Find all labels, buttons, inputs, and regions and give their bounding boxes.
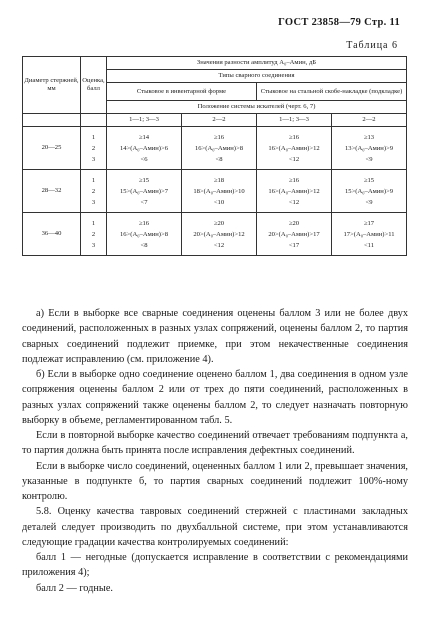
col-header-mark: Оценка, балл xyxy=(81,57,107,114)
value-line: <11 xyxy=(363,241,375,249)
mark-cell xyxy=(81,170,107,213)
value-line: <6 xyxy=(140,155,148,163)
value-line: 18>(A₀–Aмин)>10 xyxy=(193,187,245,195)
value-line: 16>(A₀–Aмин)>12 xyxy=(268,187,320,195)
table-row xyxy=(23,127,407,170)
value-line: 16>(A₀–Aмин)>8 xyxy=(119,230,169,238)
paragraph: Если в повторной выборке качество соединений отвечает требованиям подпункта а, то партия должна быть принята после исправления дефектных соединений. xyxy=(22,430,408,457)
value-line: <9 xyxy=(365,155,373,163)
value-line: 20>(A₀–Aмин)>12 xyxy=(193,230,245,238)
value-line: 14>(A₀–Aмин)>6 xyxy=(119,144,169,152)
mark-value: 1 xyxy=(91,219,96,227)
table-row xyxy=(23,170,407,213)
pos-label: 2—2 xyxy=(182,114,257,127)
value-line: 16>(A₀–Aмин)>8 xyxy=(194,144,244,152)
pos-label: 1—1; 3—3 xyxy=(107,114,182,127)
pos-blank-1 xyxy=(23,114,81,127)
value-cell xyxy=(107,127,182,170)
mark-value: 3 xyxy=(91,155,96,163)
mark-value: 3 xyxy=(91,241,96,249)
pos-blank-2 xyxy=(81,114,107,127)
col-header-position: Положение системы искателей (черт. 6, 7) xyxy=(107,101,407,114)
mark-value: 2 xyxy=(91,144,96,152)
mark-value: 3 xyxy=(91,198,96,206)
value-line: <17 xyxy=(288,241,300,249)
value-line: <10 xyxy=(213,198,225,206)
col-header-types: Типы сварного соединения xyxy=(107,70,407,83)
value-line: <9 xyxy=(365,198,373,206)
paragraph: балл 2 — годные. xyxy=(36,582,113,594)
value-line: ≥16 xyxy=(213,133,225,141)
value-cell xyxy=(257,213,332,256)
mark-cell xyxy=(81,127,107,170)
value-line: 13>(A₀–Aмин)>9 xyxy=(344,144,394,152)
value-cell xyxy=(107,213,182,256)
col-header-type-b: Стыковое на стальной скобе-накладке (подкладке) xyxy=(257,83,407,101)
value-line: ≥17 xyxy=(363,219,375,227)
value-line: ≥15 xyxy=(363,176,375,184)
value-line: ≥20 xyxy=(288,219,300,227)
value-cell xyxy=(182,127,257,170)
mark-value: 2 xyxy=(91,230,96,238)
value-cell xyxy=(332,213,407,256)
table-title: Таблица 6 xyxy=(346,40,398,51)
mark-value: 2 xyxy=(91,187,96,195)
value-line: ≥14 xyxy=(138,133,150,141)
paragraph: б) Если в выборке одно соединение оценено баллом 1, два соединения в одном узле сопряжения оценены баллом 2 или от трех до пяти соединений, расположенных в разных узлах сопряжений также оценены баллом 2, то следует назначать повторную выборку в объеме, регламентированном табл. 5. xyxy=(22,369,408,426)
diameter-cell: 36—40 xyxy=(23,213,81,256)
value-line: <8 xyxy=(140,241,148,249)
pos-label: 1—1; 3—3 xyxy=(257,114,332,127)
value-line: <12 xyxy=(213,241,225,249)
diameter-cell: 20—25 xyxy=(23,127,81,170)
paragraph: 5.8. Оценку качества тавровых соединений стержней с пластинами закладных деталей следует производить по двухбалльной системе, при этом устанавливаются следующие градации качества контролируемых соединений: xyxy=(22,506,408,548)
value-line: <7 xyxy=(140,198,148,206)
value-cell xyxy=(257,170,332,213)
paragraph: Если в выборке число соединений, оцененных баллом 1 или 2, превышает значения, указанные в подпункте б, то партия сварных соединений подлежит 100%-ному контролю. xyxy=(22,460,408,502)
value-cell xyxy=(332,170,407,213)
data-table xyxy=(22,56,407,256)
value-line: 15>(A₀–Aмин)>9 xyxy=(344,187,394,195)
value-line: 20>(A₀–Aмин)>17 xyxy=(268,230,320,238)
pos-label: 2—2 xyxy=(332,114,407,127)
value-cell xyxy=(107,170,182,213)
value-line: <12 xyxy=(288,198,300,206)
value-line: ≥20 xyxy=(213,219,225,227)
table-row xyxy=(23,213,407,256)
value-cell xyxy=(257,127,332,170)
value-line: ≥18 xyxy=(213,176,225,184)
page-header: ГОСТ 23858—79 Стр. 11 xyxy=(278,17,400,28)
value-line: ≥16 xyxy=(288,176,300,184)
col-header-type-a: Стыковое в инвентарной форме xyxy=(107,83,257,101)
value-line: ≥13 xyxy=(363,133,375,141)
mark-value: 1 xyxy=(91,176,96,184)
paragraph: а) Если в выборке все сварные соединения оценены баллом 3 или не более двух соединений, расположенных в разных узлах сопряжений, оценены баллом 2, то партия сварных соединений подлежит приемке, при этом некачественные соединения подлежат исправлению (см. приложение 4). xyxy=(22,308,408,365)
value-line: <12 xyxy=(288,155,300,163)
value-cell xyxy=(182,170,257,213)
mark-cell xyxy=(81,213,107,256)
value-line: 15>(A₀–Aмин)>7 xyxy=(119,187,169,195)
value-cell xyxy=(332,127,407,170)
diameter-cell: 28—32 xyxy=(23,170,81,213)
col-header-diameter: Диаметр стержней, мм xyxy=(23,57,81,114)
value-line: ≥15 xyxy=(138,176,150,184)
value-line: <8 xyxy=(215,155,223,163)
value-line: 17>(A₀–Aмин)>11 xyxy=(343,230,395,238)
value-line: ≥16 xyxy=(138,219,150,227)
mark-value: 1 xyxy=(91,133,96,141)
paragraph: балл 1 — негодные (допускается исправление в соответствии с рекомендациями приложения 4); xyxy=(22,552,408,579)
value-cell xyxy=(182,213,257,256)
value-line: 16>(A₀–Aмин)>12 xyxy=(268,144,320,152)
col-header-amplitude: Значения разности амплитуд A₀–Aмин, дБ xyxy=(107,57,407,70)
body-text xyxy=(22,306,408,596)
value-line: ≥16 xyxy=(288,133,300,141)
